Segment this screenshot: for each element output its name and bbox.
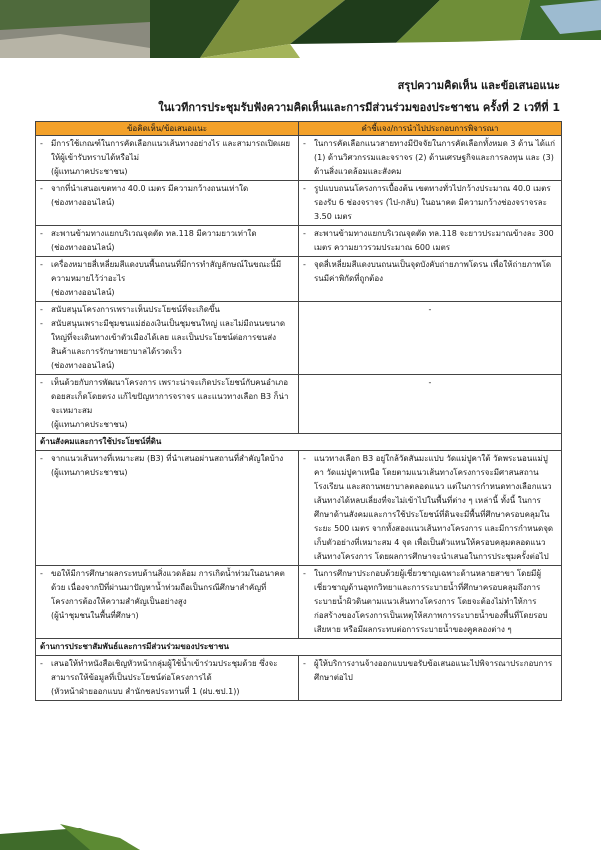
opinion-cell: - จากแนวเส้นทางที่เหมาะสม (B3) ที่นำเสนอผ่านสถานที่สำคัญใดบ้าง (ผู้แทนภาคประชาชน) (36, 451, 299, 566)
footer-photo-banner (0, 824, 601, 850)
response-cell (299, 375, 562, 434)
opinion-cell: - มีการใช้เกณฑ์ในการคัดเลือกแนวเส้นทางอย่างไร และสามารถเปิดเผยให้ผู้เข้ารับทราบได้หรือไม่ (ผู้แทนภาคประชาชน) (36, 136, 299, 181)
response-cell: - สะพานข้ามทางแยกบริเวณจุดตัด ทล.118 จะยาวประมาณข้างละ 300 เมตร ความยาวรวมประมาณ 600 เมตร (299, 226, 562, 257)
response-cell: - รูปแบบถนนโครงการเบื้องต้น เขตทางทั่วไปกว้างประมาณ 40.0 เมตร รองรับ 6 ช่องจราจร (ไป-กลับ) ในอนาคต มีความกว้างช่องจราจรละ 3.50 เมตร (299, 181, 562, 226)
response-text: รูปแบบถนนโครงการเบื้องต้น เขตทางทั่วไปกว้างประมาณ 40.0 เมตร รองรับ 6 ช่องจราจร (ไป-กลับ) ในอนาคต มีความกว้างช่องจราจรละ 3.50 เมตร (314, 184, 551, 221)
opinion-text: สะพานข้ามทางแยกบริเวณจุดตัด ทล.118 มีความยาวเท่าใด (51, 229, 257, 238)
table-row (36, 566, 562, 639)
opinion-cell: - เครื่องหมายสี่เหลี่ยมสีแดงบนพื้นถนนที่มีการทำสัญลักษณ์ในขณะนี้มีความหมายไว้ว่าอะไร (ช่องทางออนไลน์) (36, 257, 299, 302)
opinion-source: (ช่องทางออนไลน์) (51, 198, 115, 207)
opinion-text: เครื่องหมายสี่เหลี่ยมสีแดงบนพื้นถนนที่มีการทำสัญลักษณ์ในขณะนี้มีความหมายไว้ว่าอะไร (51, 260, 282, 283)
empty-response-dash: - (428, 305, 432, 314)
opinion-cell: - เสนอให้ทำหนังสือเชิญหัวหน้ากลุ่มผู้ใช้น้ำเข้าร่วมประชุมด้วย ซึ่งจะสามารถให้ข้อมูลที่เป็นประโยชน์ต่อโครงการได้ (หัวหน้าฝ่ายออกแบบ สำนักชลประทานที่ 1 (ฝบ.ชป.1)) (36, 656, 299, 701)
opinion-cell: - ขอให้มีการศึกษาผลกระทบด้านสิ่งแวดล้อม การเกิดน้ำท่วมในอนาคตด้วย เนื่องจากปีที่ผ่านมาปัญหาน้ำท่วมถือเป็นกรณีศึกษาสำคัญที่โครงการต้องให้ความสำคัญเป็นอย่างสูง (ผู้นำชุมชนในพื้นที่ศึกษา) (36, 566, 299, 639)
response-text: แนวทางเลือก B3 อยู่ใกล้วัดสันมะแปบ วัดแม่ปูคาใต้ วัดพระนอนแม่ปูคา วัดแม่ปูคาเหนือ โดยตามแนวเส้นทางโครงการจะมีศาสนสถาน โรงเรียน และสถานพยาบาลตลอดแนว แต่ในการกำหนดทางเลือกแนวเส้นทางได้หลบเลี่ยงที่จะไม่เข้าไปในพื้นที่ต่าง ๆ เหล่านี้ ทั้งนี้ ในการศึกษาด้านสังคมและการใช้ประโยชน์ที่ดินจะมีพื้นที่ศึกษาครอบคลุมในระยะ 500 เมตร จากทั้งสองแนวเส้นทางโครงการ และมีการกำหนดจุดเก็บตัวอย่างที่เหมาะสม 4 จุด เพื่อเป็นตัวแทนให้ครอบคลุมตลอดแนวเส้นทางโครงการ โดยผลการศึกษาจะนำเสนอในการประชุมครั้งต่อไป (314, 454, 554, 561)
opinion-text: เห็นด้วยกับการพัฒนาโครงการ เพราะน่าจะเกิดประโยชน์กับคนอำเภอดอยสะเก็ดโดยตรง แก้ไขปัญหาการจราจร และแนวทางเลือก B3 ก็น่าจะเหมาะสม (51, 378, 289, 415)
response-text: ผู้ให้บริการงานจ้างออกแบบขอรับข้อเสนอแนะไปพิจารณาประกอบการศึกษาต่อไป (314, 659, 553, 682)
opinion-cell: - สะพานข้ามทางแยกบริเวณจุดตัด ทล.118 มีความยาวเท่าใด (ช่องทางออนไลน์) (36, 226, 299, 257)
response-cell: - จุดสี่เหลี่ยมสีแดงบนถนนเป็นจุดบังคับถ่ายภาพโดรน เพื่อให้ถ่ายภาพโดรนมีค่าพิกัดที่ถูกต้อง (299, 257, 562, 302)
section-heading-land: ด้านสังคมและการใช้ประโยชน์ที่ดิน (36, 434, 562, 451)
opinion-text: สนับสนุนเพราะมีชุมชนแม่ฮ่องเงินเป็นชุมชนใหญ่ และไม่มีถนนขนาดใหญ่ที่จะเดินทางเข้าตัวเมืองได้เลย และเป็นประโยชน์ต่อการขนส่งสินค้าและการรักษาพยาบาลได้รวดเร็ว (51, 319, 286, 356)
response-cell: - แนวทางเลือก B3 อยู่ใกล้วัดสันมะแปบ วัดแม่ปูคาใต้ วัดพระนอนแม่ปูคา วัดแม่ปูคาเหนือ โดยตามแนวเส้นทางโครงการจะมีศาสนสถาน โรงเรียน และสถานพยาบาลตลอดแนว แต่ในการกำหนดทางเลือกแนวเส้นทางได้หลบเลี่ยงที่จะไม่เข้าไปในพื้นที่ต่าง ๆ เหล่านี้ ทั้งนี้ ในการศึกษาด้านสังคมและการใช้ประโยชน์ที่ดินจะมีพื้นที่ศึกษาครอบคลุมในระยะ 500 เมตร จากทั้งสองแนวเส้นทางโครงการ และมีการกำหนดจุดเก็บตัวอย่างที่เหมาะสม 4 จุด เพื่อเป็นตัวแทนให้ครอบคลุมตลอดแนวเส้นทางโครงการ โดยผลการศึกษาจะนำเสนอในการประชุมครั้งต่อไป (299, 451, 562, 566)
response-text: ในการศึกษาประกอบด้วยผู้เชี่ยวชาญเฉพาะด้านหลายสาขา โดยมีผู้เชี่ยวชาญด้านอุทกวิทยาและการระบายน้ำที่ศึกษาครอบคลุมถึงการระบายน้ำผิวดินตามแนวเส้นทางโครงการ โดยจะต้องไม่ทำให้การก่อสร้างของโครงการเป็นเหตุให้สภาพการระบายน้ำของพื้นที่โดยรอบเสียหาย หรือมีผลกระทบต่อการระบายน้ำของคูคลองต่าง ๆ (314, 569, 548, 634)
opinion-table (35, 121, 562, 701)
opinion-text: เสนอให้ทำหนังสือเชิญหัวหน้ากลุ่มผู้ใช้น้ำเข้าร่วมประชุมด้วย ซึ่งจะสามารถให้ข้อมูลที่เป็นประโยชน์ต่อโครงการได้ (51, 659, 278, 682)
table-row (36, 451, 562, 566)
table-row (36, 181, 562, 226)
opinion-text: จากที่นำเสนอเขตทาง 40.0 เมตร มีความกว้างถนนเท่าใด (51, 184, 249, 193)
response-text: ในการคัดเลือกแนวสายทางมีปัจจัยในการคัดเลือกทั้งหมด 3 ด้าน ได้แก่ (1) ด้านวิศวกรรมและจราจร (2) ด้านเศรษฐกิจและการลงทุน และ (3) ด้านสิ่งแวดล้อมและสังคม (314, 139, 555, 176)
opinion-text: จากแนวเส้นทางที่เหมาะสม (B3) ที่นำเสนอผ่านสถานที่สำคัญใดบ้าง (51, 454, 284, 463)
empty-response-dash: - (428, 378, 432, 387)
opinion-text: ขอให้มีการศึกษาผลกระทบด้านสิ่งแวดล้อม การเกิดน้ำท่วมในอนาคตด้วย เนื่องจากปีที่ผ่านมาปัญหาน้ำท่วมถือเป็นกรณีศึกษาสำคัญที่โครงการต้องให้ความสำคัญเป็นอย่างสูง (51, 569, 285, 606)
page-subtitle: ในเวทีการประชุมรับฟังความคิดเห็นและการมีส่วนร่วมของประชาชน ครั้งที่ 2 เวทีที่ 1 (158, 101, 560, 114)
opinion-cell: - จากที่นำเสนอเขตทาง 40.0 เมตร มีความกว้างถนนเท่าใด (ช่องทางออนไลน์) (36, 181, 299, 226)
opinion-cell: - สนับสนุนโครงการเพราะเห็นประโยชน์ที่จะเกิดขึ้น - สนับสนุนเพราะมีชุมชนแม่ฮ่องเงินเป็นชุมชนใหญ่ และไม่มีถนนขนาดใหญ่ที่จะเดินทางเข้าตัวเมืองได้เลย และเป็นประโยชน์ต่อการขนส่งสินค้าและการรักษาพยาบาลได้รวดเร็ว (ช่องทางออนไลน์) (36, 302, 299, 375)
opinion-source: (หัวหน้าฝ่ายออกแบบ สำนักชลประทานที่ 1 (ฝบ.ชป.1)) (51, 687, 240, 696)
section-row-land (36, 434, 562, 451)
response-cell (299, 302, 562, 375)
opinion-source: (ช่องทางออนไลน์) (51, 288, 115, 297)
table-row (36, 226, 562, 257)
opinion-source: (ช่องทางออนไลน์) (51, 361, 115, 370)
opinion-source: (ผู้แทนภาคประชาชน) (51, 420, 128, 429)
opinion-source: (ผู้แทนภาคประชาชน) (51, 468, 128, 477)
response-cell: - ในการศึกษาประกอบด้วยผู้เชี่ยวชาญเฉพาะด้านหลายสาขา โดยมีผู้เชี่ยวชาญด้านอุทกวิทยาและการระบายน้ำที่ศึกษาครอบคลุมถึงการระบายน้ำผิวดินตามแนวเส้นทางโครงการ โดยจะต้องไม่ทำให้การก่อสร้างของโครงการเป็นเหตุให้สภาพการระบายน้ำของพื้นที่โดยรอบเสียหาย หรือมีผลกระทบต่อการระบายน้ำของคูคลองต่าง ๆ (299, 566, 562, 639)
column-header-opinion: ข้อคิดเห็น/ข้อเสนอแนะ (36, 122, 299, 136)
table-row (36, 302, 562, 375)
table-row (36, 656, 562, 701)
response-cell: - ในการคัดเลือกแนวสายทางมีปัจจัยในการคัดเลือกทั้งหมด 3 ด้าน ได้แก่ (1) ด้านวิศวกรรมและจราจร (2) ด้านเศรษฐกิจและการลงทุน และ (3) ด้านสิ่งแวดล้อมและสังคม (299, 136, 562, 181)
opinion-source: (ช่องทางออนไลน์) (51, 243, 115, 252)
opinion-source: (ผู้แทนภาคประชาชน) (51, 167, 128, 176)
opinion-cell: - เห็นด้วยกับการพัฒนาโครงการ เพราะน่าจะเกิดประโยชน์กับคนอำเภอดอยสะเก็ดโดยตรง แก้ไขปัญหาการจราจร และแนวทางเลือก B3 ก็น่าจะเหมาะสม (ผู้แทนภาคประชาชน) (36, 375, 299, 434)
response-text: สะพานข้ามทางแยกบริเวณจุดตัด ทล.118 จะยาวประมาณข้างละ 300 เมตร ความยาวรวมประมาณ 600 เมตร (314, 229, 554, 252)
section-row-pr (36, 639, 562, 656)
section-heading-pr: ด้านการประชาสัมพันธ์และการมีส่วนร่วมของประชาชน (36, 639, 562, 656)
column-header-response: คำชี้แจง/การนำไปประกอบการพิจารณา (299, 122, 562, 136)
opinion-text: มีการใช้เกณฑ์ในการคัดเลือกแนวเส้นทางอย่างไร และสามารถเปิดเผยให้ผู้เข้ารับทราบได้หรือไม่ (51, 139, 291, 162)
header-photo-banner (0, 0, 601, 58)
table-header-row (36, 122, 562, 136)
opinion-text: สนับสนุนโครงการเพราะเห็นประโยชน์ที่จะเกิดขึ้น (51, 305, 220, 314)
page-title: สรุปความคิดเห็น และข้อเสนอแนะ (397, 79, 560, 92)
table-row (36, 375, 562, 434)
response-text: จุดสี่เหลี่ยมสีแดงบนถนนเป็นจุดบังคับถ่ายภาพโดรน เพื่อให้ถ่ายภาพโดรนมีค่าพิกัดที่ถูกต้อง (314, 260, 552, 283)
table-row (36, 136, 562, 181)
opinion-source: (ผู้นำชุมชนในพื้นที่ศึกษา) (51, 611, 139, 620)
table-row (36, 257, 562, 302)
response-cell: - ผู้ให้บริการงานจ้างออกแบบขอรับข้อเสนอแนะไปพิจารณาประกอบการศึกษาต่อไป (299, 656, 562, 701)
